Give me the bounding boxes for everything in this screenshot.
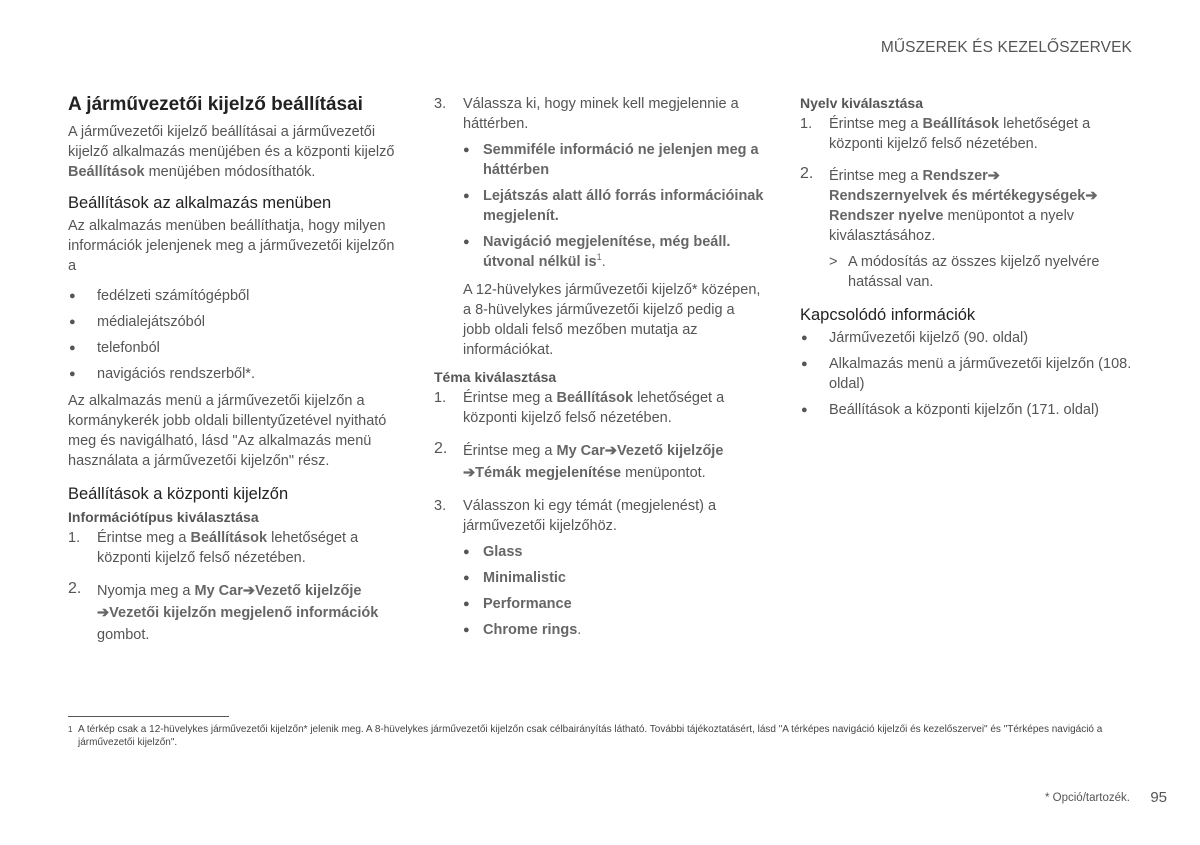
list-item: ● Semmiféle információ ne jelenjen meg a háttérben [434,140,764,180]
arrow-right-icon: ➔ [97,605,110,621]
column-3 [800,94,1135,425]
arrow-right-icon: ➔ [463,465,476,481]
related-link[interactable]: ● Beállítások a központi kijelzőn (171. oldal) [800,400,1135,420]
related-link[interactable]: ● Alkalmazás menü a járművezetői kijelzőn (108. oldal) [800,354,1135,394]
result-marker: > [829,254,838,270]
arrow-right-icon: ➔ [987,168,1000,184]
settings-term: Beállítások [68,164,145,180]
list-item: ● fedélzeti számítógépből [68,286,398,306]
step-1: 1. Érintse meg a Beállítások lehetőséget a központi kijelző felső nézetében. [68,530,359,566]
step-3: 3. Válassza ki, hogy minek kell megjelennie a háttérben. [434,96,739,132]
list-item: ● Lejátszás alatt álló forrás információinak megjelenít. [434,186,764,226]
page-title: A járművezetői kijelző beállításai [68,94,363,115]
footnote-text: A térkép csak a 12-hüvelykes járművezetői kijelzőn* jelenik meg. A 8-hüvelykes járművezetői kijelzőn csak célbairányítás látható. További tájékoztatásért, lásd "A térképes navigáció kijelzői és kezelőszervei" és "Térképes navigáció a járművezetői kijelzőn". [78,724,1103,748]
language-heading: Nyelv kiválasztása [800,95,923,111]
related-info-heading: Kapcsolódó információk [800,306,976,324]
page-number: 95 [1150,789,1167,806]
list-item: ● Navigáció megjelenítése, még beáll. útvonal nélkül $is^1$. [434,232,764,272]
list-item: ● Minimalistic [434,568,764,588]
arrow-right-icon: ➔ [1085,188,1098,204]
display-note: A 12-hüvelykes járművezetői kijelző* középen, a 8-hüvelykes járművezetői kijelző pedig a jobb oldali felső mezőben mutatja az információkat. [463,282,761,358]
list-item: ● Performance [434,594,764,614]
footnote [68,723,1132,749]
list-item: ● telefonból [68,338,398,358]
list-item: ● Glass [434,542,764,562]
footnote-number: 1 [68,725,73,734]
arrow-right-icon: ➔ [604,443,618,459]
central-display-heading: Beállítások a központi kijelzőn [68,485,289,503]
theme-step-3: 3. Válasszon ki egy témát (megjelenést) a járművezetői kijelzőhöz. [434,498,717,534]
column-2 [434,94,764,646]
list-item: ● médialejátszóból [68,312,398,332]
list-item: ● navigációs rendszerből*. [68,364,398,384]
app-menu-text-2: Az alkalmazás menü a járművezetői kijelzőn a kormánykerék jobb oldali billentyűzetével nyitható meg és navigálható, lásd "Az alkalmazás menü használata a járművezetői kijelzőn" rész. [68,393,387,469]
running-header: MŰSZEREK ÉS KEZELŐSZERVEK [880,39,1132,56]
option-note: * Opció/tartozék. [1044,792,1130,804]
result-note: > A módosítás az összes kijelző nyelvére hatással van. [829,254,1100,290]
theme-step-1: 1. Érintse meg a Beállítások lehetőséget a központi kijelző felső nézetében. [434,390,725,426]
footnote-divider [68,716,229,717]
intro-paragraph: A járművezetői kijelző beállításai a járművezetői kijelző alkalmazás menüjében és a központi kijelző Beállítások menüjében módosíthatók. [68,124,395,180]
list-item: ● Chrome rings. [434,620,764,640]
theme-heading: Téma kiválasztása [434,369,557,385]
lang-step-2: 2. Érintse meg a Rendszer➔ Rendszernyelvek és mértékegységek➔ Rendszer nyelve menüpontot a nyelv kiválasztásához. [800,165,1098,244]
column-1 [68,94,398,658]
app-menu-heading: Beállítások az alkalmazás menüben [68,194,332,212]
theme-step-2: 2. Érintse meg a My Car➔Vezető kijelzője ➔Témák megjelenítése menüpontot. [434,440,724,481]
lang-step-1: 1. Érintse meg a Beállítások lehetőséget a központi kijelző felső nézetében. [800,116,1091,152]
arrow-right-icon: ➔ [242,583,256,599]
related-link[interactable]: ● Járművezetői kijelző (90. oldal) [800,328,1135,348]
app-menu-text: Az alkalmazás menüben beállíthatja, hogy milyen információk jelenjenek meg a járművezetői kijelzőn a [68,218,395,274]
info-type-heading: Információtípus kiválasztása [68,509,259,525]
step-2: 2. Nyomja meg a My Car➔Vezető kijelzője ➔Vezetői kijelzőn megjelenő információk gombot. [68,580,379,643]
